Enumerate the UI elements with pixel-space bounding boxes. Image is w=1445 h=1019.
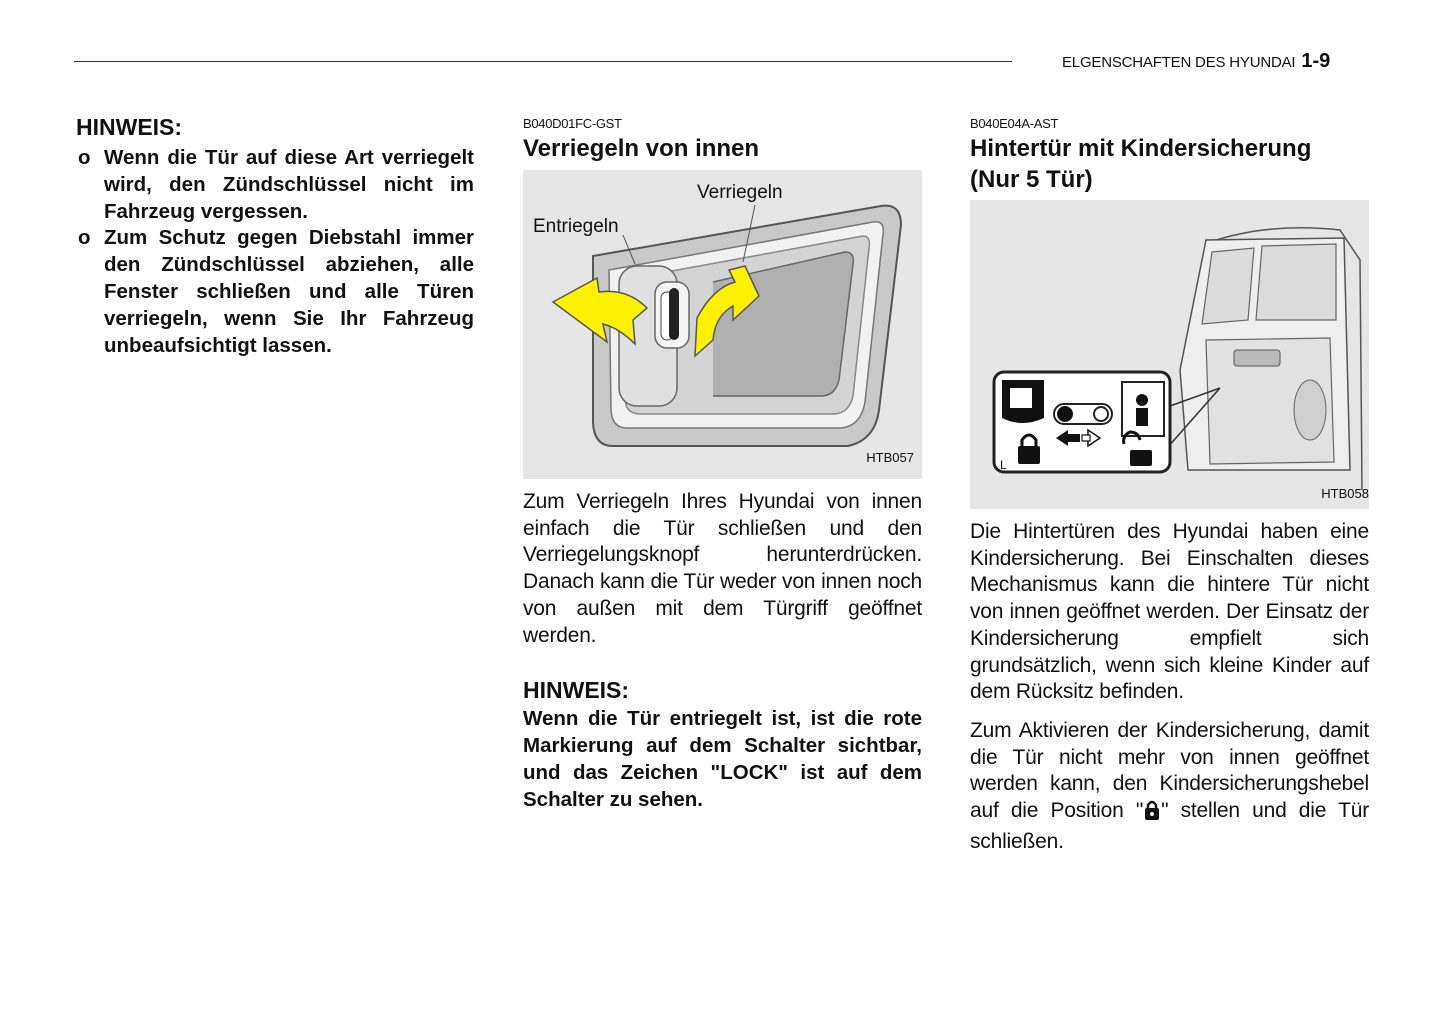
figure-letter: L	[1000, 458, 1007, 472]
section-title-line2: (Nur 5 Tür)	[970, 166, 1093, 193]
page-header	[1062, 50, 1330, 73]
unlock-symbol-icon	[1143, 799, 1161, 829]
page-number: 1-9	[1301, 50, 1331, 72]
body-text: Zum Verriegeln Ihres Hyundai von innen einfach die Tür schließen und den Verriegelungsknopf herunterdrücken. Danach kann die Tür weder von innen noch von außen mit dem Türgriff geöffnet werden.	[523, 490, 922, 647]
section-title-line1: Hintertür mit Kindersicherung	[970, 135, 1312, 162]
label-unlock: Entriegeln	[533, 216, 619, 237]
body-text-2b: " stellen und die Tür schließen.	[970, 799, 1369, 853]
note-text: Zum Schutz gegen Diebstahl immer den Zündschlüssel abziehen, alle Fenster schließen und alle Türen verriegeln, wenn Sie Ihr Fahrzeug unbeaufsichtigt lassen.	[104, 226, 474, 357]
section-code: B040E04A-AST	[970, 116, 1059, 131]
figure-id: HTB058	[1321, 486, 1369, 501]
left-column	[76, 114, 474, 359]
body-text-2	[970, 718, 1369, 856]
note-item	[76, 225, 474, 359]
bullet: o	[78, 146, 91, 169]
section-title: ELGENSCHAFTEN DES HYUNDAI	[1062, 54, 1296, 71]
note-text: Wenn die Tür auf diese Art verriegelt wird, den Zündschlüssel nicht im Fahrzeug vergessen.	[104, 146, 474, 223]
right-column	[970, 116, 1369, 855]
section-code: B040D01FC-GST	[523, 116, 622, 131]
figure-child-lock	[970, 200, 1369, 509]
bullet: o	[78, 226, 91, 250]
note-text: Wenn die Tür entriegelt ist, ist die rote Markierung auf dem Schalter sichtbar, und das Zeichen "LOCK" ist auf dem Schalter zu sehen.	[523, 707, 922, 811]
body-text-1: Die Hintertüren des Hyundai haben eine Kindersicherung. Bei Einschalten dieses Mechanismus kann die hintere Tür nicht von innen geöffnet werden. Der Einsatz der Kindersicherung empfielt sich grundsätzlich, wenn sich kleine Kinder auf dem Rücksitz befinden.	[970, 520, 1369, 704]
child-lock-illustration	[970, 200, 1369, 509]
note-list	[76, 145, 474, 359]
note-heading: HINWEIS:	[523, 677, 630, 704]
note-heading: HINWEIS:	[76, 114, 183, 140]
figure-id: HTB057	[866, 450, 914, 465]
middle-column	[523, 116, 922, 813]
body-text-2a: Zum Aktivieren der Kindersicherung, damit die Tür nicht mehr von innen geöffnet werden kann, den Kindersicherungshebel auf die Position "	[970, 718, 1369, 823]
header-rule	[74, 61, 1012, 62]
note-item	[76, 145, 474, 225]
section-title: Verriegeln von innen	[523, 135, 760, 162]
label-lock: Verriegeln	[697, 182, 783, 203]
figure-door-handle	[523, 170, 922, 479]
